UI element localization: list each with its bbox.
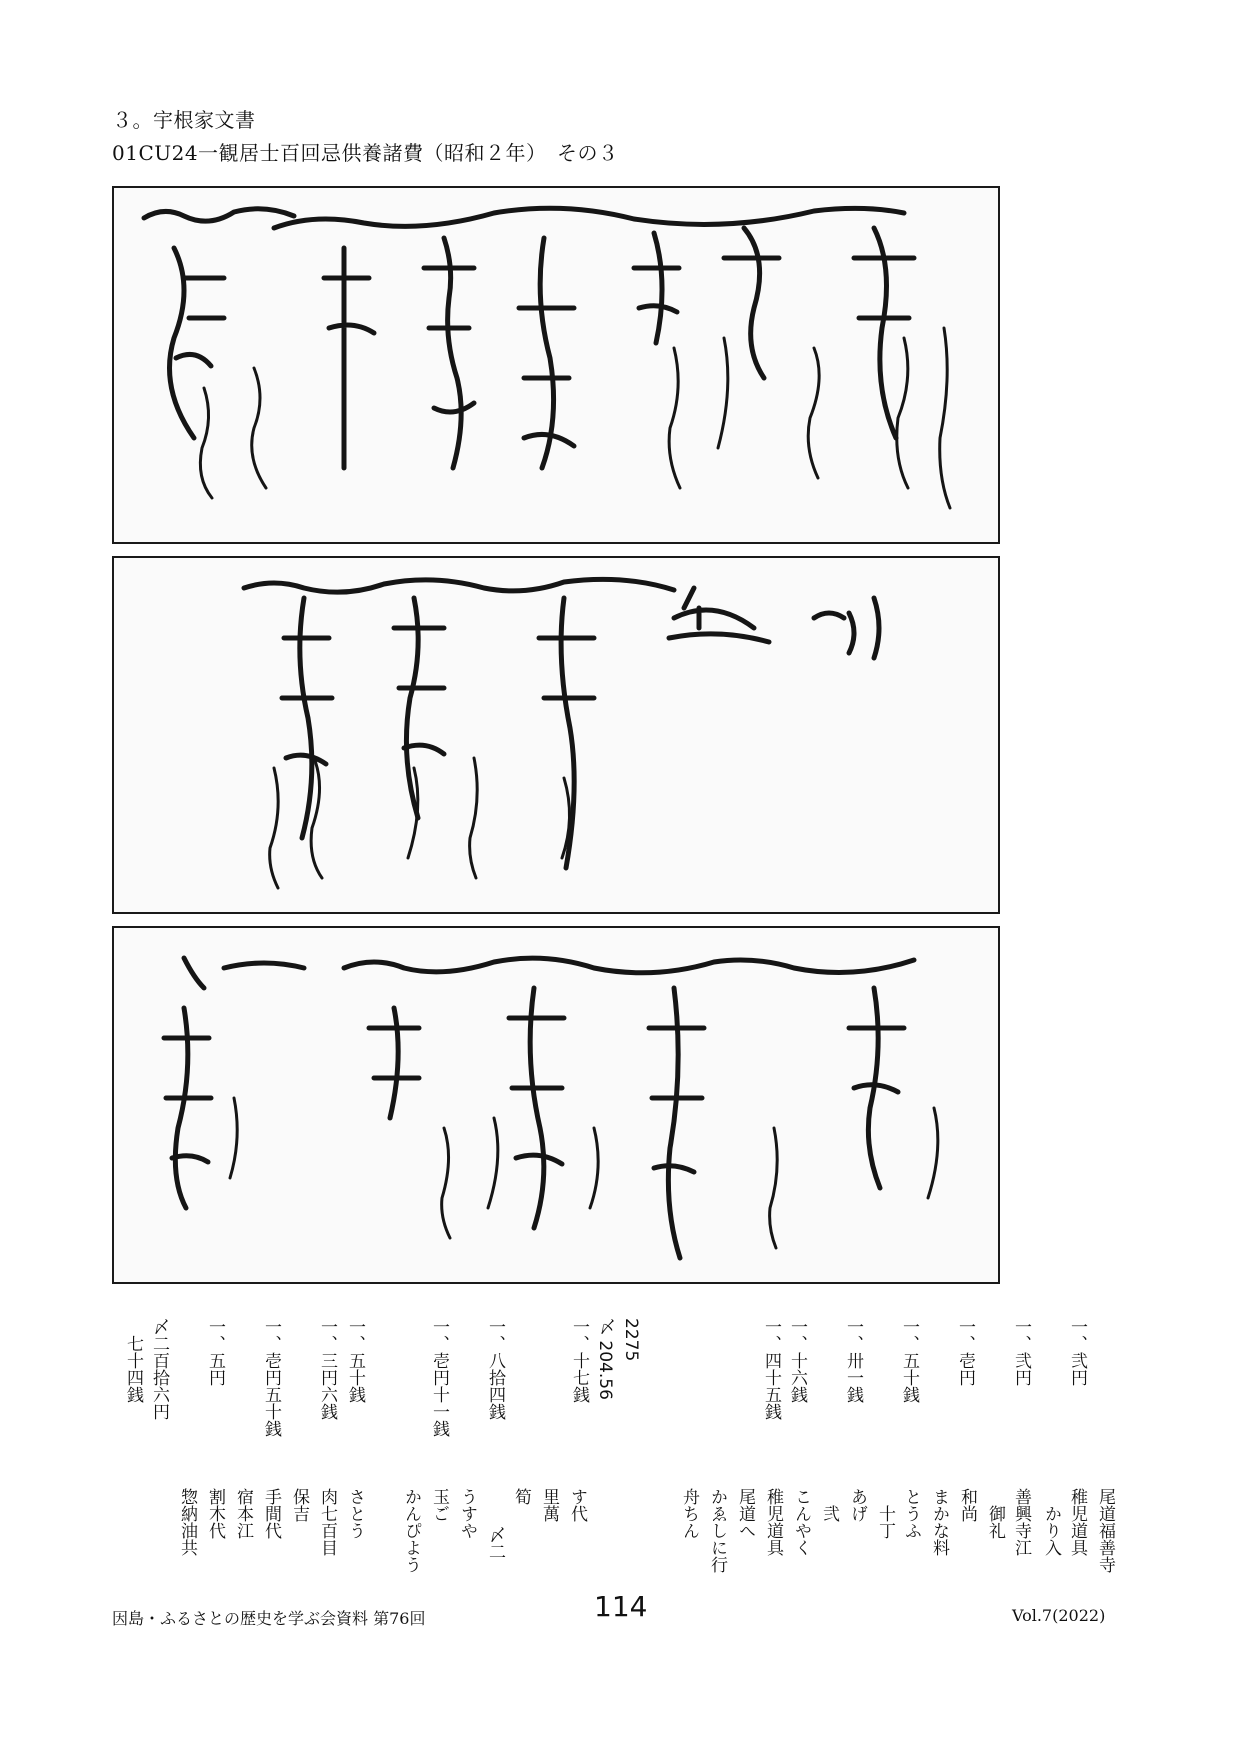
page-number: 114 — [594, 1590, 648, 1623]
transcription-line: 宿本江 — [233, 1488, 253, 1539]
transcription-line: 筍 — [511, 1488, 531, 1505]
transcription-line: とうふ — [901, 1488, 921, 1539]
transcription-line: 弐 — [819, 1488, 839, 1522]
transcription-line: 和尚 — [957, 1488, 977, 1522]
scan-image-3 — [112, 926, 1000, 1284]
transcription-line: 善興寺江 — [1011, 1488, 1031, 1556]
transcription-line: 一、弐円 — [1067, 1318, 1087, 1386]
transcription-line: 一、壱円 — [955, 1318, 975, 1386]
transcription-line: 七十四銭 — [123, 1318, 143, 1403]
transcription-line: 一、卅一銭 — [843, 1318, 863, 1403]
transcription-line: 里萬 — [539, 1488, 559, 1522]
footer-volume: Vol.7(2022) — [1012, 1606, 1106, 1625]
transcription-line: 一、八拾四銭 — [485, 1318, 505, 1420]
transcription-line: 〆 204.56 — [595, 1318, 615, 1400]
transcription-line: 御礼 — [985, 1488, 1005, 1539]
transcription-line: 〆二 — [485, 1526, 505, 1560]
scan-image-1 — [112, 186, 1000, 544]
transcription-line: うすや — [457, 1488, 477, 1539]
transcription-line: 一、壱円十一銭 — [429, 1318, 449, 1437]
transcription-line: 保吉 — [289, 1488, 309, 1522]
transcription-line: あげ — [847, 1488, 867, 1522]
section-heading: ３。宇根家文書 — [112, 108, 256, 132]
transcription-line: 一、弐円 — [1011, 1318, 1031, 1386]
scan-image-2 — [112, 556, 1000, 914]
transcription-line: 尾道福善寺 — [1095, 1488, 1115, 1573]
transcription-line: 肉七百目 — [317, 1488, 337, 1556]
transcription-line: さとう — [345, 1488, 365, 1539]
transcription-line: かり入 — [1041, 1488, 1061, 1556]
document-title: 01CU24一観居士百回忌供養諸費（昭和２年） その３ — [112, 141, 619, 165]
transcription-line: かゑしに行 — [707, 1488, 727, 1573]
transcription-line: かんぴよう — [401, 1488, 421, 1573]
transcription-line: 一、十六銭 — [787, 1318, 807, 1403]
transcription-line: 割木代 — [205, 1488, 225, 1539]
transcription-line: 舟ちん — [679, 1488, 699, 1539]
transcription-line: 一、五円 — [205, 1318, 225, 1386]
transcription-line: 一、五十銭 — [345, 1318, 365, 1403]
transcription-line: 稚児道具 — [763, 1488, 783, 1556]
transcription-line: 一、十七銭 — [569, 1318, 589, 1403]
transcription-line: 〆二百拾六円 — [149, 1318, 169, 1420]
transcription-line: こんやく — [791, 1488, 811, 1556]
transcription-line: 手間代 — [261, 1488, 281, 1539]
transcription-line: す代 — [567, 1488, 587, 1522]
transcription-line: まかな料 — [929, 1488, 949, 1556]
transcription-line: 稚児道具 — [1067, 1488, 1087, 1556]
transcription-line: 一、三円六銭 — [317, 1318, 337, 1420]
transcription-line: 一、五十銭 — [899, 1318, 919, 1403]
transcription-line: 十丁 — [875, 1488, 895, 1539]
footer-source: 因島・ふるさとの歴史を学ぶ会資料 第76回 — [112, 1609, 426, 1628]
transcription-line: 惣納油共 — [177, 1488, 197, 1556]
transcription-line: 2275 — [621, 1318, 641, 1362]
transcription-line: 一、壱円五十銭 — [261, 1318, 281, 1437]
transcription-line: 一、四十五銭 — [761, 1318, 781, 1420]
transcription-line: 尾道へ — [735, 1488, 755, 1539]
transcription-line: 玉ご — [429, 1488, 449, 1522]
